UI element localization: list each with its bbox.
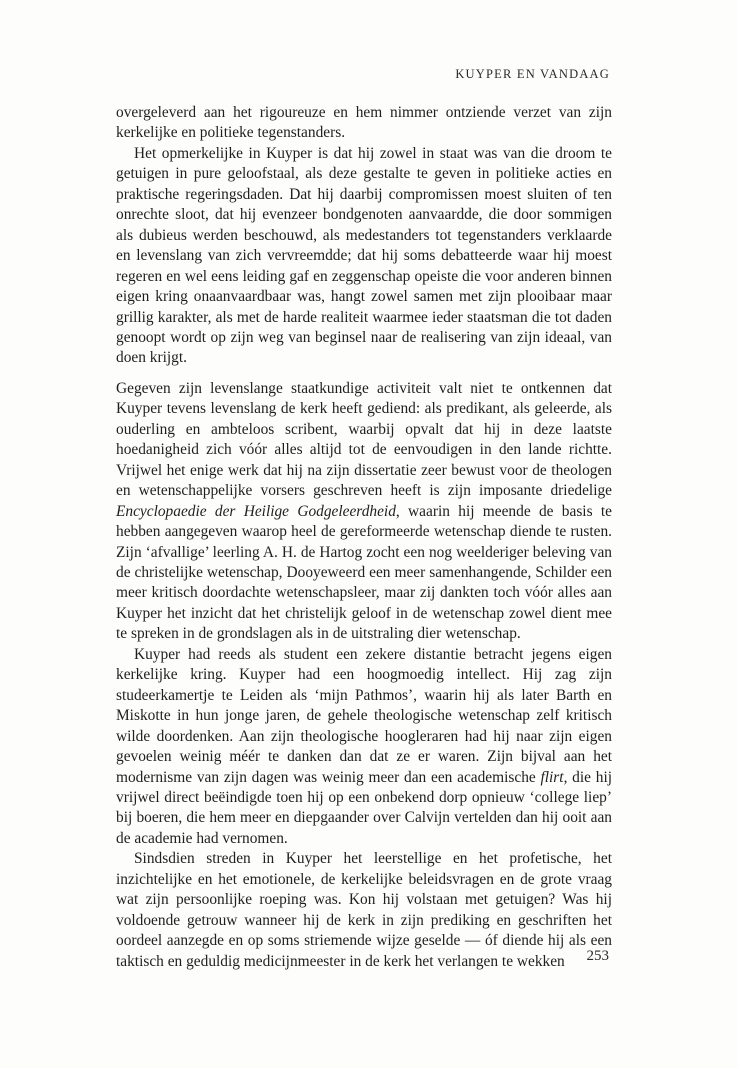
paragraph-4-text-b: , die hij vrijwel direct beëindigde toen hij op een onbekend dorp opnieuw ‘college liep’ bij boeren, die hem meer en diepgaander over Calvijn vertelden dan hij ooit aan de academie had vernomen. [116,768,612,847]
paragraph-3-text-b: , waarin hij meende de basis te hebben aangegeven waarop heel de gereformeerde wetenschap diende te rusten. Zijn ‘afvallige’ leerling A. H. de Hartog zocht een nog weelderiger beleving van de christelijke wetenschap, Dooyeweerd een meer samenhangende, Schilder een meer kritisch doordachte wetenschapsleer, maar zij dankten toch vóór alles aan Kuyper het inzicht dat het christelijk geloof in de wetenschap zowel dient mee te spreken in de grondslagen als in de uitstraling dier wetenschap. [116,502,612,643]
paragraph-3 [116,379,612,645]
body-text [116,103,612,972]
paragraph-1: overgeleverd aan het rigoureuze en hem nimmer ontziende verzet van zijn kerkelijke en politieke tegenstanders. [116,104,612,142]
flirt-italic: flirt [540,768,564,786]
book-title-italic: Encyclopaedie der Heilige Godgeleerdheid [116,502,396,520]
paragraph-2: Het opmerkelijke in Kuyper is dat hij zowel in staat was van die droom te getuigen in pure geloofstaal, als deze gestalte te geven in politieke acties en praktische regeringsdaden. Dat hij daarbij compromissen moest sluiten of ten onrechte sloot, dat hij evenzeer bondgenoten aanvaardde, die door sommigen als dubieus werden beschouwd, als medestanders tot tegenstanders verklaarde en levenslang van zich vervreemdde; dat hij soms debatteerde waar hij moest regeren en wel eens leiding gaf en zeggenschap opeiste die voor anderen binnen eigen kring onaanvaardbaar was, hangt zowel samen met zijn plooibaar maar grillig karakter, als met de harde realiteit waarmee ieder staatsman die tot daden genoopt wordt op zijn weg van beginsel naar de realisering van zijn ideaal, van doen krijgt. [116,144,612,367]
page-number: 253 [586,948,609,964]
running-header: KUYPER EN VANDAAG [455,67,610,81]
paragraph-5: Sindsdien streden in Kuyper het leerstellige en het profetische, het inzichtelijke en het emotionele, de kerkelijke beleidsvragen en de grote vraag wat zijn persoonlijke roeping was. Kon hij volstaan met getuigen? Was hij voldoende getrouw wanneer hij de kerk in zijn prediking en geschriften het oordeel aanzegde en op soms striemende wijze geselde — óf diende hij als een taktisch en geduldig medicijnmeester in de kerk het verlangen te wekken [116,850,612,970]
paragraph-4-text-a: Kuyper had reeds als student een zekere distantie betracht jegens eigen kerkelijke kring. Kuyper had een hoogmoedig intellect. Hij zag zijn studeerkamertje te Leiden als ‘mijn Pathmos’, waarin hij als later Barth en Miskotte in hun jonge jaren, de gehele theologische wetenschap zelf kritisch wilde doordenken. Aan zijn theologische hoogleraren had hij naar zijn eigen gevoelen weinig méér te danken dan dat ze er waren. Zijn bijval aan het modernisme van zijn dagen was weinig meer dan een academische [116,645,612,786]
paragraph-3-text-a: Gegeven zijn levenslange staatkundige activiteit valt niet te ontkennen dat Kuyper tevens levenslang de kerk heeft gediend: als predikant, als geleerde, als ouderling en ambteloos scribent, waarbij opvalt dat hij in deze laatste hoedanigheid zich vóór alles altijd tot de eenvoudigen in den lande richtte. Vrijwel het enige werk dat hij na zijn dissertatie zeer bewust voor de theologen en wetenschappelijke vorsers geschreven heeft is zijn imposante driedelige [116,379,612,500]
paragraph-4 [116,645,612,850]
